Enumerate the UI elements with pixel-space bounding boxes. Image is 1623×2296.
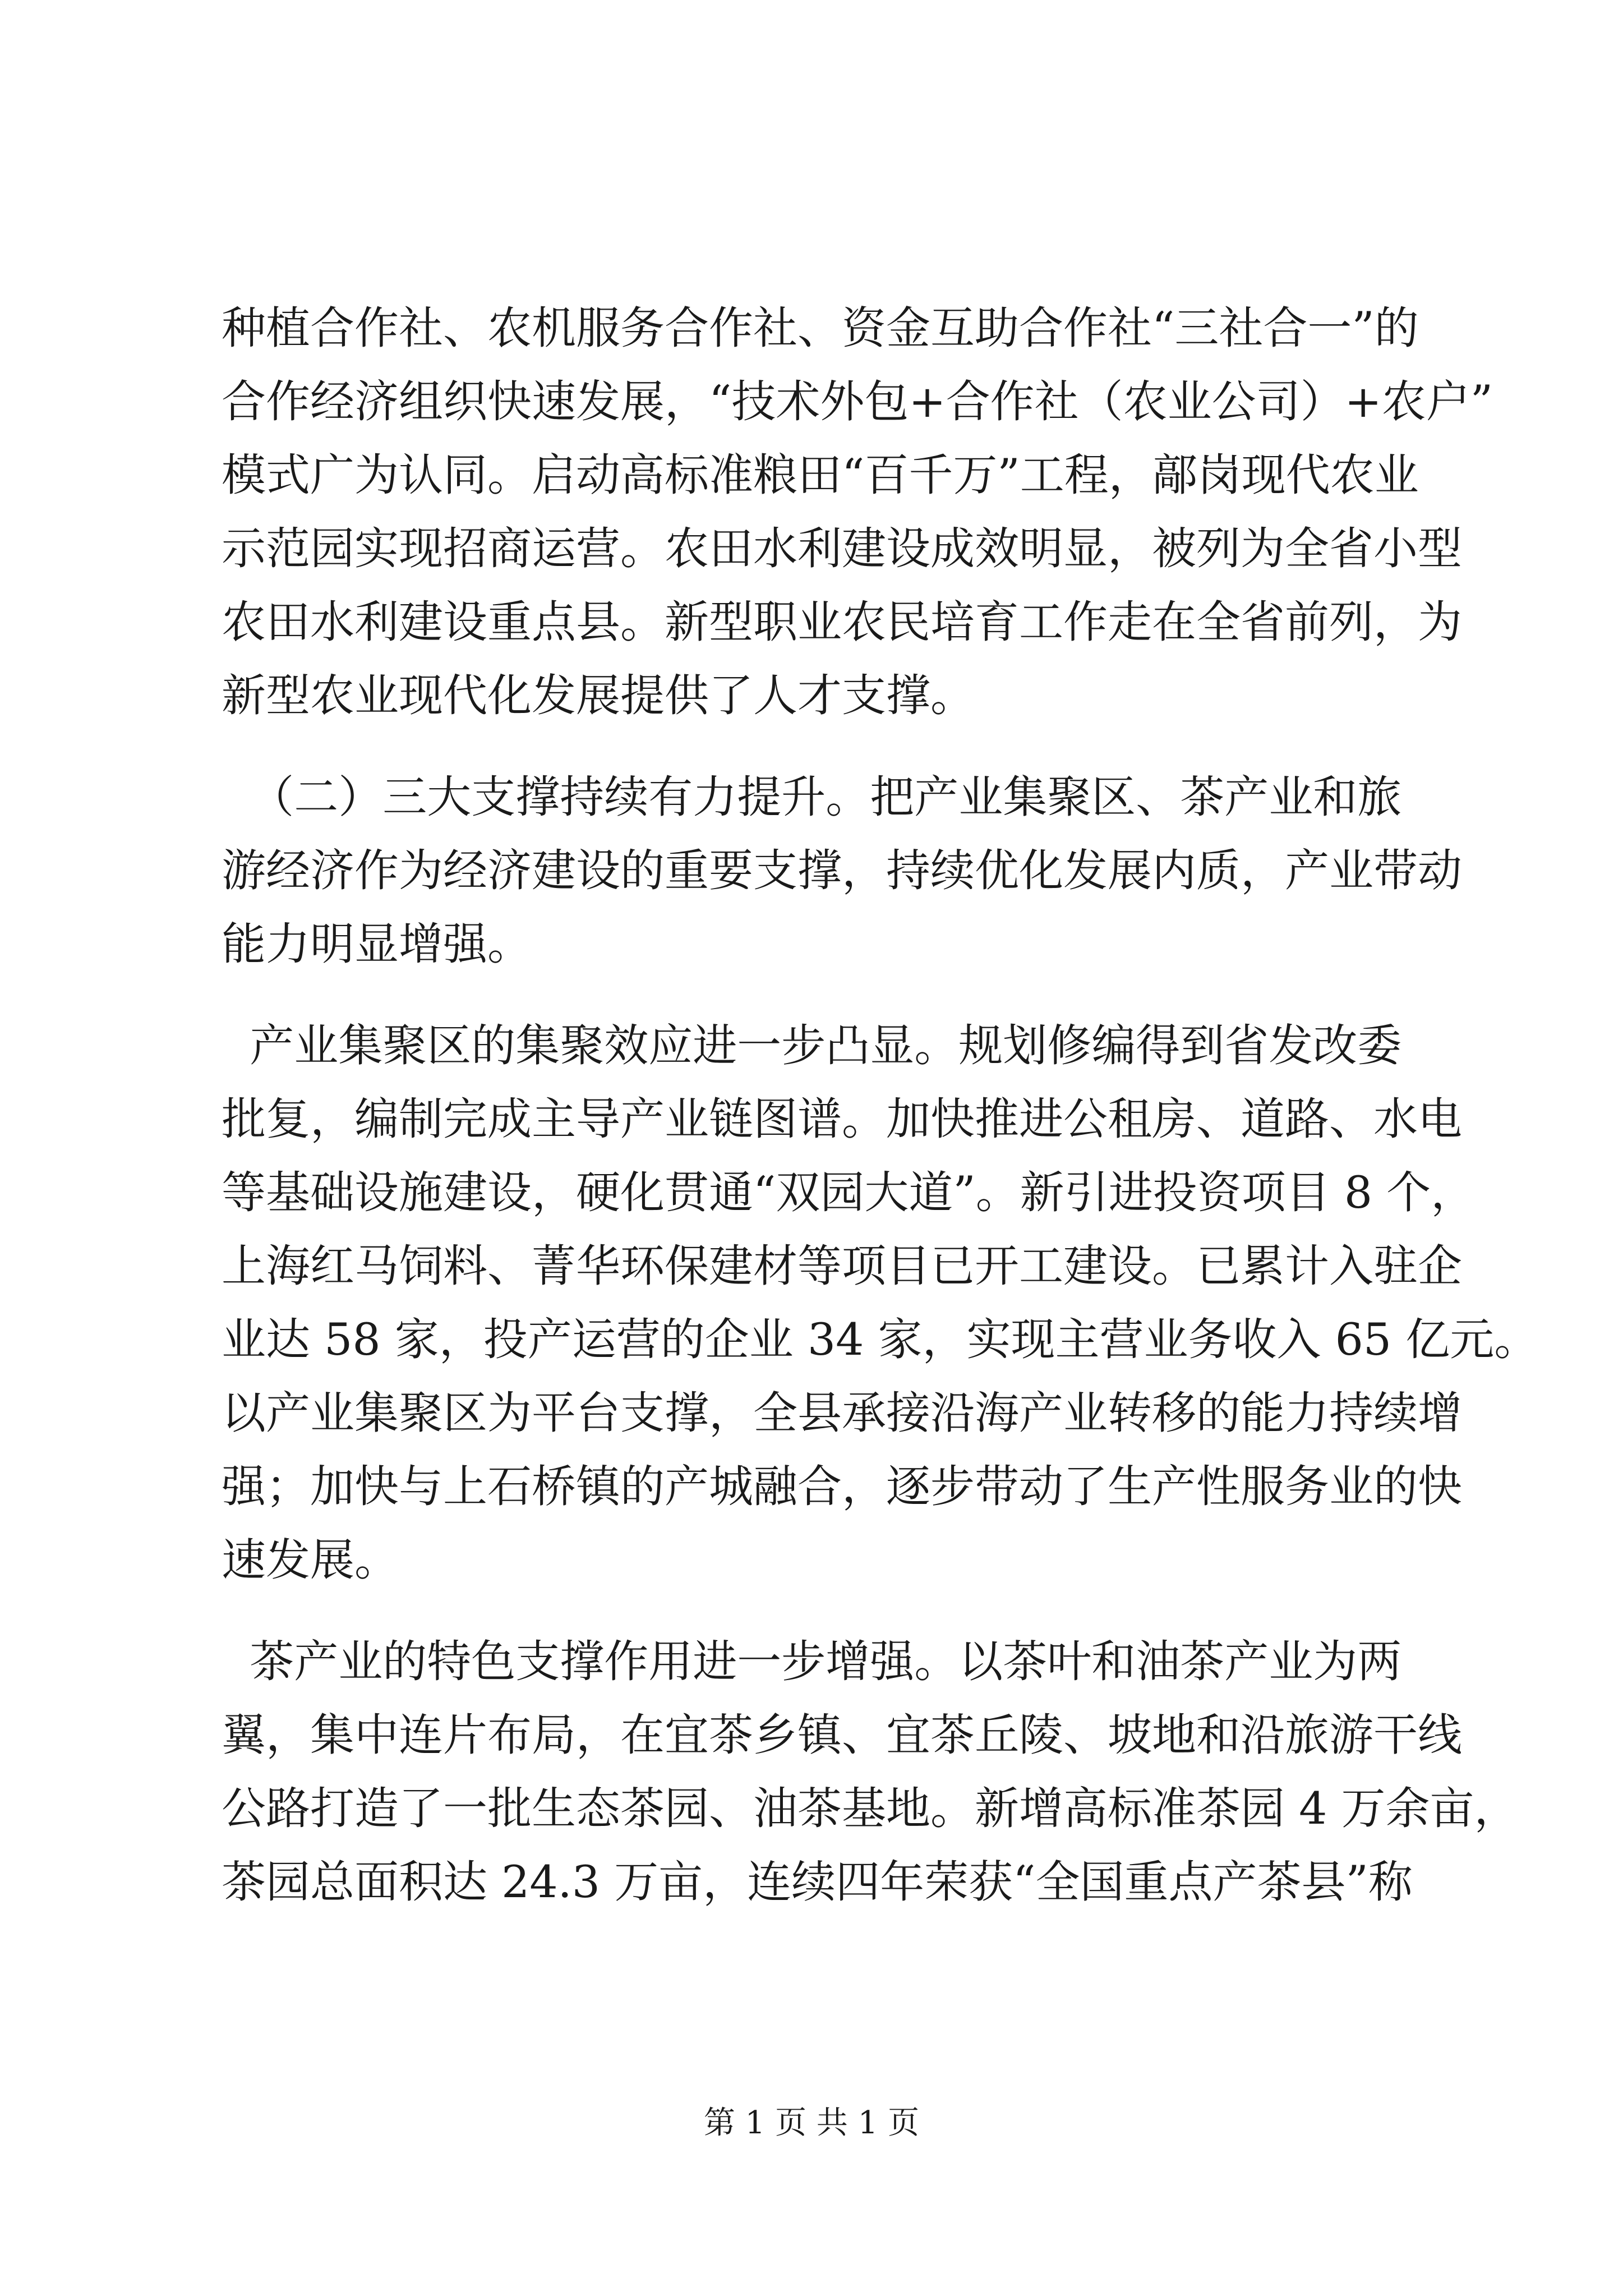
text-line: 游经济作为经济建设的重要支撑，持续优化发展内质，产业带动 bbox=[222, 845, 1462, 896]
text-line: 茶园总面积达 24.3 万亩，连续四年荣获“全国重点产茶县”称 bbox=[222, 1856, 1413, 1908]
page-footer bbox=[0, 2098, 1623, 2143]
paragraph bbox=[222, 1009, 1539, 1597]
text-line: 模式广为认同。启动高标准粮田“百千万”工程，鄗岗现代农业 bbox=[222, 449, 1419, 501]
paragraph bbox=[222, 292, 1493, 733]
document-body bbox=[222, 292, 1539, 1919]
text-line: 合作经济组织快速发展，“技术外包+合作社（农业公司）+农户” bbox=[222, 376, 1493, 427]
text-line: 以产业集聚区为平台支撑，全县承接沿海产业转移的能力持续增 bbox=[222, 1387, 1462, 1439]
text-line: （二）三大支撑持续有力提升。把产业集聚区、茶产业和旅 bbox=[222, 771, 1402, 823]
text-line: 茶产业的特色支撑作用进一步增强。以茶叶和油茶产业为两 bbox=[222, 1636, 1402, 1687]
paragraph-gap bbox=[222, 981, 1405, 1009]
text-line: 翼，集中连片布局，在宜茶乡镇、宜茶丘陵、坡地和沿旅游干线 bbox=[222, 1709, 1462, 1761]
text-line: 能力明显增强。 bbox=[222, 918, 532, 970]
paragraph-gap bbox=[222, 733, 1405, 761]
page-number: 第 1 页 共 1 页 bbox=[703, 2105, 920, 2141]
text-line: 种植合作社、农机服务合作社、资金互助合作社“三社合一”的 bbox=[222, 302, 1419, 354]
text-line: 批复，编制完成主导产业链图谱。加快推进公租房、道路、水电 bbox=[222, 1093, 1462, 1145]
paragraph bbox=[222, 1625, 1519, 1919]
text-line: 上海红马饲料、菁华环保建材等项目已开工建设。已累计入驻企 bbox=[222, 1240, 1462, 1292]
text-line: 示范园实现招商运营。农田水利建设成效明显，被列为全省小型 bbox=[222, 523, 1462, 574]
text-line: 公路打造了一批生态茶园、油茶基地。新增高标准茶园 4 万余亩， bbox=[222, 1783, 1519, 1834]
text-line: 农田水利建设重点县。新型职业农民培育工作走在全省前列，为 bbox=[222, 596, 1462, 648]
text-line: 业达 58 家，投产运营的企业 34 家，实现主营业务收入 65 亿元。 bbox=[222, 1314, 1539, 1365]
text-line: 产业集聚区的集聚效应进一步凸显。规划修编得到省发改委 bbox=[222, 1020, 1402, 1071]
text-line: 等基础设施建设，硬化贯通“双园大道”。新引进投资项目 8 个， bbox=[222, 1167, 1476, 1218]
paragraph-gap bbox=[222, 1597, 1405, 1625]
paragraph bbox=[222, 761, 1462, 981]
text-line: 新型农业现代化发展提供了人才支撑。 bbox=[222, 670, 975, 721]
text-line: 强；加快与上石桥镇的产城融合，逐步带动了生产性服务业的快 bbox=[222, 1461, 1462, 1512]
text-line: 速发展。 bbox=[222, 1534, 399, 1586]
